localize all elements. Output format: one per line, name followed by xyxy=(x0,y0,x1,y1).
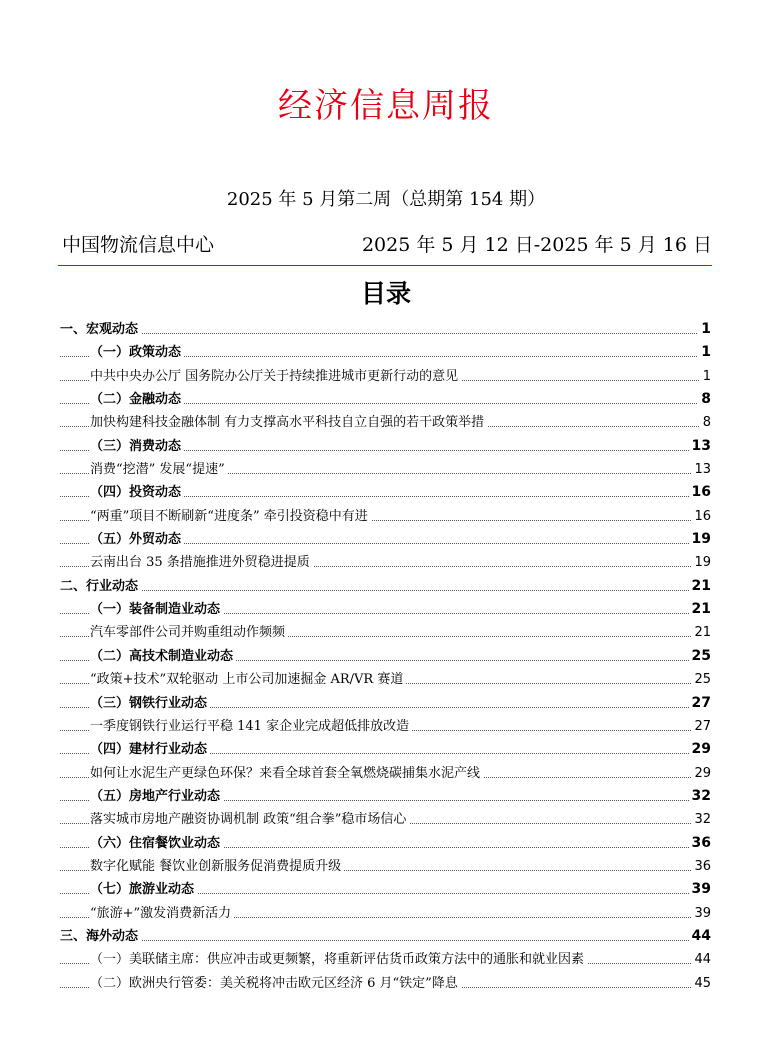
toc-entry-label: （五）房地产行业动态 xyxy=(90,785,223,808)
toc-entry-page: 21 xyxy=(691,621,711,644)
toc-entry-label: 云南出台 35 条措施推进外贸稳进提质 xyxy=(90,551,313,574)
toc-entry-label: （四）投资动态 xyxy=(90,481,184,504)
toc-entry[interactable] xyxy=(60,645,711,668)
toc-entry[interactable] xyxy=(60,621,711,644)
toc-entry-label: “两重”项目不断刷新“进度条” 牵引投资稳中有进 xyxy=(90,505,371,528)
toc-entry-label: （四）建材行业动态 xyxy=(90,738,210,761)
toc-entry[interactable] xyxy=(60,785,711,808)
toc-entry[interactable] xyxy=(60,878,711,901)
toc-entry-label: 三、海外动态 xyxy=(60,925,141,948)
toc-entry[interactable] xyxy=(60,902,711,925)
toc-entry[interactable] xyxy=(60,832,711,855)
toc-entry[interactable] xyxy=(60,808,711,831)
toc-entry[interactable] xyxy=(60,481,711,504)
toc-entry-label: （一）政策动态 xyxy=(90,341,184,364)
toc-entry-page: 25 xyxy=(689,645,711,668)
toc-entry[interactable] xyxy=(60,598,711,621)
toc-entry[interactable] xyxy=(60,388,711,411)
toc-entry-page: 36 xyxy=(689,832,711,855)
toc-entry-page: 19 xyxy=(691,551,711,574)
toc-entry[interactable] xyxy=(60,435,711,458)
toc-entry-label: （二）金融动态 xyxy=(90,388,184,411)
toc-entry-page: 29 xyxy=(689,738,711,761)
toc-entry-page: 8 xyxy=(698,388,711,411)
report-title: 经济信息周报 xyxy=(278,86,494,126)
issue-line: 2025 年 5 月第二周（总期第 154 期） xyxy=(226,189,546,210)
toc-entry[interactable] xyxy=(60,948,711,971)
toc-entry-page: 44 xyxy=(689,925,711,948)
toc-entry-page: 29 xyxy=(691,762,711,785)
dot-leader xyxy=(60,940,711,941)
toc-entry[interactable] xyxy=(60,365,711,388)
toc-entry-page: 1 xyxy=(698,341,711,364)
toc-entry-page: 19 xyxy=(689,528,711,551)
toc-entry-label: （六）住宿餐饮业动态 xyxy=(90,832,223,855)
toc-entry-page: 8 xyxy=(700,411,711,434)
toc-entry-label: 汽车零部件公司并购重组动作频频 xyxy=(90,621,288,644)
dot-leader xyxy=(60,333,711,334)
toc-entry-label: （三）钢铁行业动态 xyxy=(90,692,210,715)
toc-entry-page: 1 xyxy=(700,365,711,388)
toc-entry[interactable] xyxy=(60,692,711,715)
toc-entry[interactable] xyxy=(60,668,711,691)
toc-entry-page: 39 xyxy=(689,878,711,901)
toc-entry-label: 中共中央办公厅 国务院办公厅关于持续推进城市更新行动的意见 xyxy=(90,365,461,388)
toc-entry-page: 21 xyxy=(689,598,711,621)
toc-entry-label: （二）欧洲央行管委：美关税将冲击欧元区经济 6 月“铁定”降息 xyxy=(90,972,461,995)
toc-entry-page: 27 xyxy=(689,692,711,715)
toc-entry-page: 36 xyxy=(691,855,711,878)
toc-entry-label: （一）美联储主席：供应冲击或更频繁，将重新评估货币政策方法中的通胀和就业因素 xyxy=(90,948,587,971)
toc-entry-page: 16 xyxy=(689,481,711,504)
toc-entry[interactable] xyxy=(60,762,711,785)
toc-entry-label: （三）消费动态 xyxy=(90,435,184,458)
toc-entry-label: 消费“挖潜” 发展“提速” xyxy=(90,458,228,481)
toc-entry-label: “政策+技术”双轮驱动 上市公司加速掘金 AR/VR 赛道 xyxy=(90,668,406,691)
toc-entry-label: 一、宏观动态 xyxy=(60,318,141,341)
toc-entry-page: 1 xyxy=(698,318,711,341)
toc-entry-label: （七）旅游业动态 xyxy=(90,878,197,901)
dot-leader xyxy=(60,590,711,591)
toc-entry[interactable] xyxy=(60,528,711,551)
toc-entry-page: 25 xyxy=(691,668,711,691)
toc-entry-label: 二、行业动态 xyxy=(60,575,141,598)
toc-entry[interactable] xyxy=(60,925,711,948)
toc-entry-page: 13 xyxy=(691,458,711,481)
toc-entry-label: 如何让水泥生产更绿色环保？来看全球首套全氧燃烧碳捕集水泥产线 xyxy=(90,762,483,785)
toc-entry[interactable] xyxy=(60,738,711,761)
toc-entry-label: 加快构建科技金融体制 有力支撑高水平科技自立自强的若干政策举措 xyxy=(90,411,487,434)
organization-name: 中国物流信息中心 xyxy=(62,234,215,256)
toc-entry[interactable] xyxy=(60,715,711,738)
toc-entry-page: 21 xyxy=(689,575,711,598)
toc-entry-page: 45 xyxy=(691,972,711,995)
toc-entry[interactable] xyxy=(60,318,711,341)
toc-entry-page: 32 xyxy=(689,785,711,808)
toc-entry-page: 39 xyxy=(691,902,711,925)
toc-entry[interactable] xyxy=(60,505,711,528)
toc-entry-page: 13 xyxy=(689,435,711,458)
toc-entry-label: （二）高技术制造业动态 xyxy=(90,645,236,668)
toc-entry-label: “旅游+”激发消费新活力 xyxy=(90,902,234,925)
toc-entry-page: 44 xyxy=(691,948,711,971)
date-range: 2025 年 5 月 12 日-2025 年 5 月 16 日 xyxy=(361,234,712,256)
toc-entry-page: 32 xyxy=(691,808,711,831)
toc-entry[interactable] xyxy=(60,411,711,434)
toc-entry-label: （五）外贸动态 xyxy=(90,528,184,551)
toc-entry-label: 数字化赋能 餐饮业创新服务促消费提质升级 xyxy=(90,855,344,878)
toc-entry[interactable] xyxy=(60,855,711,878)
toc-entry-label: 一季度钢铁行业运行平稳 141 家企业完成超低排放改造 xyxy=(90,715,412,738)
table-of-contents xyxy=(60,318,711,995)
toc-entry[interactable] xyxy=(60,341,711,364)
toc-entry-page: 16 xyxy=(691,505,711,528)
toc-entry-label: （一）装备制造业动态 xyxy=(90,598,223,621)
toc-title: 目录 xyxy=(360,279,411,308)
toc-entry-label: 落实城市房地产融资协调机制 政策“组合拳”稳市场信心 xyxy=(90,808,409,831)
toc-entry[interactable] xyxy=(60,551,711,574)
toc-entry[interactable] xyxy=(60,972,711,995)
toc-entry-page: 27 xyxy=(691,715,711,738)
toc-entry[interactable] xyxy=(60,458,711,481)
header-divider xyxy=(58,265,712,266)
toc-entry[interactable] xyxy=(60,575,711,598)
